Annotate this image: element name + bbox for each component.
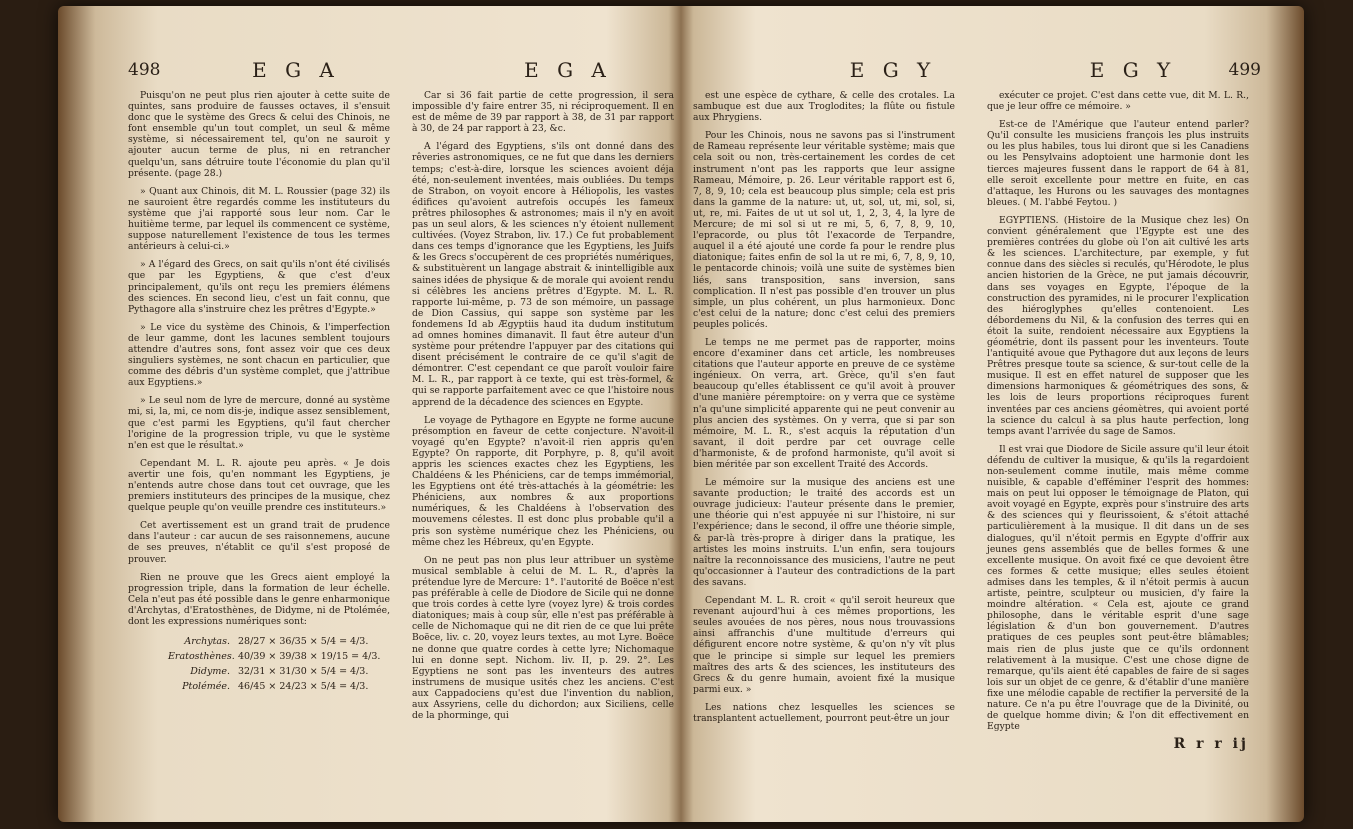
ratio-row (168, 679, 390, 694)
right-page (693, 6, 1261, 822)
ratio-expression: 46/45 × 24/23 × 5/4 = 4/3. (238, 681, 369, 693)
paragraph: Les nations chez lesquelles les sciences se transplantent actuellement, pourront peut-être un jour (693, 701, 955, 724)
paragraph: Rien ne prouve que les Grecs aient employé la progression triple, dans la formation de leur échelle. Cela n'eut pas été possible dans le genre enharmonique d'Archytas, d'Eratosthènes, de Didyme, ni de Ptolémée, dont les expressions numériques sont: (128, 571, 390, 628)
left-page-header (128, 58, 688, 82)
paragraph: exécuter ce projet. C'est dans cette vue, dit M. L. R., que je leur offre ce mémoire. » (987, 90, 1249, 113)
ratio-row (168, 664, 390, 679)
signature-mark: R r r ij (1173, 736, 1249, 753)
text-column (412, 90, 674, 728)
paragraph: Le voyage de Pythagore en Egypte ne forme aucune présomption en faveur de cette conjecture. N'avoit-il voyagé qu'en Egypte? n'avoit-il rien appris qu'en Egypte? On rapporte, dit Porphyre, p. 8, qu'il avoit appris les sciences exactes chez les Egyptiens, les Chaldéens & les Phéniciens, car de temps immémorial, les Egyptiens ont été très-attachés à la géométrie: les Phéniciens, aux nombres & aux proportions numériques, & les Chaldéens à l'observation des mouvemens célestes. Il est donc plus probable qu'il a pris son système numérique chez les Phéniciens, ou même chez les Hébreux, qu'en Egypte. (412, 414, 674, 548)
paragraph: Cependant M. L. R. croit « qu'il seroit heureux que revenant aujourd'hui à ces mêmes proportions, les seules avouées de nos pères, nous nous trouvassions ainsi affranchis d'une multitude d'erreurs qui défigurent encore notre système, & qu'on n'y vît plus que le principe si simple sur lequel les premiers maîtres des arts & des sciences, les instituteurs des Grecs & du genre humain, avoient fixé la musique parmi eux. » (693, 595, 955, 695)
text-column (128, 90, 390, 700)
ratio-row (168, 649, 390, 664)
ratio-name: Archytas. (184, 636, 230, 648)
left-page (128, 6, 688, 822)
paragraph: » Quant aux Chinois, dit M. L. Roussier (page 32) ils ne sauroient être regardés comme les instituteurs du système que j'ai rapporté sous leur nom. Car le huitième terme, par lequel ils commencent ce système, suppose naturellement l'existence de tous les termes antérieurs à celui-ci.» (128, 185, 390, 253)
paragraph: » Le seul nom de lyre de mercure, donné au système mi, si, la, mi, ce nom dis-je, indique assez sensiblement, que c'est parmi les Egyptiens, qu'il faut chercher l'origine de la progression triple, vu que le système n'en est que le résultat.» (128, 395, 390, 451)
ratio-expression: 28/27 × 36/35 × 5/4 = 4/3. (238, 636, 369, 648)
paragraph: Puisqu'on ne peut plus rien ajouter à cette suite de quintes, sans produire de fausses octaves, il s'ensuit donc que le système des Grecs & celui des Chinois, ne font ensemble qu'un tout complet, un seul & même système, si nécessairement tel, qu'on ne sauroit y ajouter aucun terme de plus, ni en retrancher quelqu'un, sans détruire toute l'économie du plan qu'il présente. (page 28.) (128, 90, 390, 179)
paragraph: Le temps ne me permet pas de rapporter, moins encore d'examiner dans cet article, les nombreuses citations que l'auteur apporte en preuve de ce système ingénieux. On verra, art. Grèce, qu'il s'en faut beaucoup qu'elles établissent ce qu'il avoit à prouver d'une manière péremptoire: on y verra que ce système n'a qu'une simplicité apparente qui ne peut convenir au plus ancien des systèmes. On y verra, que si par son mémoire, M. L. R., s'est acquis la réputation d'un savant, il doit perdre par cet ouvrage celle d'harmoniste, & de profond harmoniste, qu'il avoit si bien méritée par son excellent Traité des Accords. (693, 336, 955, 470)
paragraph: Cet avertissement est un grand trait de prudence dans l'auteur : car aucun de ses raisonnemens, aucune de ses preuves, n'établit ce qu'il s'est proposé de prouver. (128, 520, 390, 565)
running-head: E G A (524, 58, 612, 82)
ratio-expression: 40/39 × 39/38 × 19/15 = 4/3. (238, 651, 381, 663)
running-head: E G Y (1089, 58, 1177, 82)
running-head: E G A (252, 58, 340, 82)
ratio-name: Ptolémée. (182, 681, 230, 693)
right-page-header (693, 58, 1261, 82)
paragraph: On ne peut pas non plus leur attribuer un système musical semblable à celui de M. L. R., d'après la prétendue lyre de Mercure: 1°. l'autorité de Boëce n'est pas préférable à celle de Diodore de Sicile qui ne donne que trois cordes à cette lyre (voyez lyre) & trois cordes diatoniques; mais à coup sûr, elle n'est pas préférable à celle de Nichomaque qui ne dit rien de ce que lui prête Boëce, liv. c. 20, voyez leurs textes, au mot Lyre. Boëce ne donne que quatre cordes à cette lyre; Nichomaque lui en donne sept. Nichom. liv. II, p. 29. 2°. Les Egyptiens ne sont pas les inventeurs des autres instrumens de musique usités chez les anciens. C'est aux Cappadociens qu'est due l'invention du nablion, aux Assyriens, celle du dichordon; aux Siciliens, celle de la phorminge, qui (412, 554, 674, 722)
paragraph: » Le vice du système des Chinois, & l'imperfection de leur gamme, dont les lacunes semblent toujours attendre d'autres sons, font assez voir que ces deux singuliers systèmes, ne sont chacun en particulier, que comme des débris d'un système complet, que j'attribue aux Egyptiens.» (128, 321, 390, 389)
paragraph: A l'égard des Egyptiens, s'ils ont donné dans des rêveries astronomiques, ce ne fut que dans les derniers temps; c'est-à-dire, lorsque les sciences avoient déja été, non-seulement inventées, mais oubliées. Du temps de Strabon, on voyoit encore à Héliopolis, les vastes édifices qu'avoient autrefois occupés les fameux prêtres philosophes & astronomes; mais il n'y en avoit pas un seul alors, & les sciences n'y étoient nullement cultivées. (Voyez Strabon, liv. 17.) Ce fut probablement dans ces temps d'ignorance que les Egyptiens, les Juifs & les Grecs s'occupèrent de ces propriétés numériques, & substituèrent un langage abstrait & inintelligible aux saines idées de physique & de morale qui avoient rendu si célèbres les anciens prêtres d'Egypte. M. L. R. rapporte lui-même, p. 73 de son mémoire, un passage de Dion Cassius, qui sappe son système par les fondemens Id ab Ægyptiis haud ita dudum institutum ad omnes homines dimanavit. Il faut être auteur d'un système pour prétendre l'appuyer par des citations qui disent précisément le contraire de ce qu'il s'agit de démontrer. C'est cependant ce que paroît vouloir faire M. L. R., par rapport à ce texte, qui est très-formel, & qui se rapporte parfaitement avec ce que l'histoire nous apprend de la décadence des sciences en Egypte. (412, 141, 674, 408)
ratio-expression: 32/31 × 31/30 × 5/4 = 4/3. (238, 666, 369, 678)
page-number: 498 (128, 60, 161, 80)
paragraph: Pour les Chinois, nous ne savons pas si l'instrument de Rameau représente leur véritable système; mais que cela soit ou non, très-certainement les cordes de cet instrument n'ont pas les rapports que leur assigne Rameau, Mémoire, p. 26. Leur véritable rapport est 6, 7, 8, 9, 10; cela est beaucoup plus simple; cela est pris dans la gamme de la nature: ut, ut, sol, ut, mi, sol, si, ut, re, mi. Faites de ut ut sol ut, 1, 2, 3, 4, la lyre de Mercure; de mi sol si ut re mi, 5, 6, 7, 8, 9, 10, l'epracorde, ou plus tôt l'exacorde de Terpandre, auquel il a été ajouté une corde fa pour le rendre plus diatonique; faites enfin de sol la ut re mi, 6, 7, 8, 9, 10, le pentacorde chinois; voilà une suite de systèmes bien liés, sans transposition, sans inversion, sans complication. Il n'est pas possible d'en trouver un plus simple, un plus cohérent, un plus harmonieux. Donc c'est celui de la nature; donc c'est celui des premiers peuples policés. (693, 130, 955, 330)
text-column (693, 90, 955, 731)
paragraph: » A l'égard des Grecs, on sait qu'ils n'ont été civilisés que par les Egyptiens, & que c'est d'eux principalement, qu'ils ont reçu les premiers élémens des sciences. En second lieu, c'est un fait connu, que Pythagore alla s'instruire chez les prêtres d'Egypte.» (128, 259, 390, 315)
paragraph: est une espèce de cythare, & celle des crotales. La sambuque est due aux Troglodites; la flûte ou fistule aux Phrygiens. (693, 90, 955, 124)
paragraph: Cependant M. L. R. ajoute peu après. « Je dois avertir une fois, qu'en nommant les Egyptiens, je n'entends autre chose dans tout cet ouvrage, que les premiers instituteurs des principes de la musique, chez quelque peuple qu'on veuille prendre ces instituteurs.» (128, 457, 390, 514)
page-number: 499 (1228, 60, 1261, 80)
open-book (58, 6, 1304, 822)
paragraph: Il est vrai que Diodore de Sicile assure qu'il leur étoit défendu de cultiver la musique, & qu'ils la regardoient non-seulement comme inutile, mais même comme nuisible, & capable d'efféminer l'esprit des hommes: mais on peut lui opposer le témoignage de Platon, qui avoit voyagé en Egypte, exprès pour s'instruire des arts & des sciences qui y fleurissoient, & s'étoit attaché particulièrement à la musique. Il dit dans un de ses dialogues, qu'il n'étoit permis en Egypte d'offrir aux jeunes gens assemblés que de belles formes & une excellente musique. On avoit fixé ce que devoient être ces formes & cette musique; elles seules étoient admises dans les temples, & il n'étoit permis à aucun artiste, peintre, sculpteur ou musicien, d'y faire la moindre altération. « Cela est, ajoute ce grand philosophe, dans le véritable esprit d'une sage législation & d'un bon gouvernement. D'autres pratiques de ces peuples sont peut-être blâmables; mais rien de plus juste que ce qu'ils ordonnent relativement à la musique. C'est une chose digne de remarque, qu'ils aient été capables de faire de si sages lois sur un objet de ce genre, & d'établir d'une manière fixe une mélodie capable de rectifier la perversité de la nature. Ce n'a pu être l'ouvrage que de la Divinité, ou de quelque homme divin; & l'on dit effectivement en Egypte (987, 443, 1249, 733)
ratio-name: Didyme. (190, 666, 230, 678)
ratio-row (168, 634, 390, 649)
paragraph: EGYPTIENS. (Histoire de la Musique chez les) On convient généralement que l'Egypte est une des premières contrées du globe où l'on ait cultivé les arts & les sciences. L'architecture, par exemple, y fut connue dans des siècles si reculés, qu'Hérodote, le plus ancien historien de la Grèce, ne put jamais découvrir, dans ses voyages en Egypte, l'époque de la construction des pyramides, ni le procurer l'explication des hiéroglyphes qu'elles contenoient. Les débordemens du Nil, & la confusion des terres qui en étoit la suite, rendoient nécessaire aux Egyptiens la géométrie, dont ils passent pour les inventeurs. Toute l'antiquité avoue que Pythagore dut aux leçons de leurs Prêtres presque toute sa science, & sur-tout celle de la musique. Il est en effet naturel de supposer que les dimensions harmoniques & géométriques des sons, & les lois de leurs proportions réciproques furent inventées par ces anciens géomètres, qui avoient porté la science du calcul à sa plus haute perfection, long temps avant l'arrivée du sage de Samos. (987, 214, 1249, 437)
ratio-name: Eratosthènes. (168, 651, 235, 663)
running-head: E G Y (849, 58, 937, 82)
paragraph: Le mémoire sur la musique des anciens est une savante production; le traité des accords est un ouvrage judicieux: l'auteur présente dans le premier, une théorie qui n'est appuyée ni sur l'histoire, ni sur l'expérience; dans le second, il offre une théorie simple, & par-là très-propre à diriger dans la pratique, les artistes les moins instruits. L'un enfin, sera toujours naître la reconnoissance des musiciens, l'autre ne peut qu'occasionner à l'auteur des contradictions de la part des savans. (693, 477, 955, 588)
ratio-table (168, 634, 390, 694)
text-column (987, 90, 1249, 753)
paragraph: Car si 36 fait partie de cette progression, il sera impossible d'y faire entrer 35, ni réciproquement. Il en est de même de 39 par rapport à 38, de 31 par rapport à 30, de 24 par rapport à 23, &c. (412, 90, 674, 135)
paragraph: Est-ce de l'Amérique que l'auteur entend parler? Qu'il consulte les musiciens françois les plus instruits ou les plus habiles, tous lui diront que si les Canadiens ou les Pensylvains adoptoient une harmonie dont les tierces majeures fussent dans le rapport de 64 à 81, elle seroit excellente pour mettre en fuite, en cas d'attaque, les Hurons ou les sauvages des montagnes bleues. ( M. l'abbé Feytou. ) (987, 119, 1249, 208)
